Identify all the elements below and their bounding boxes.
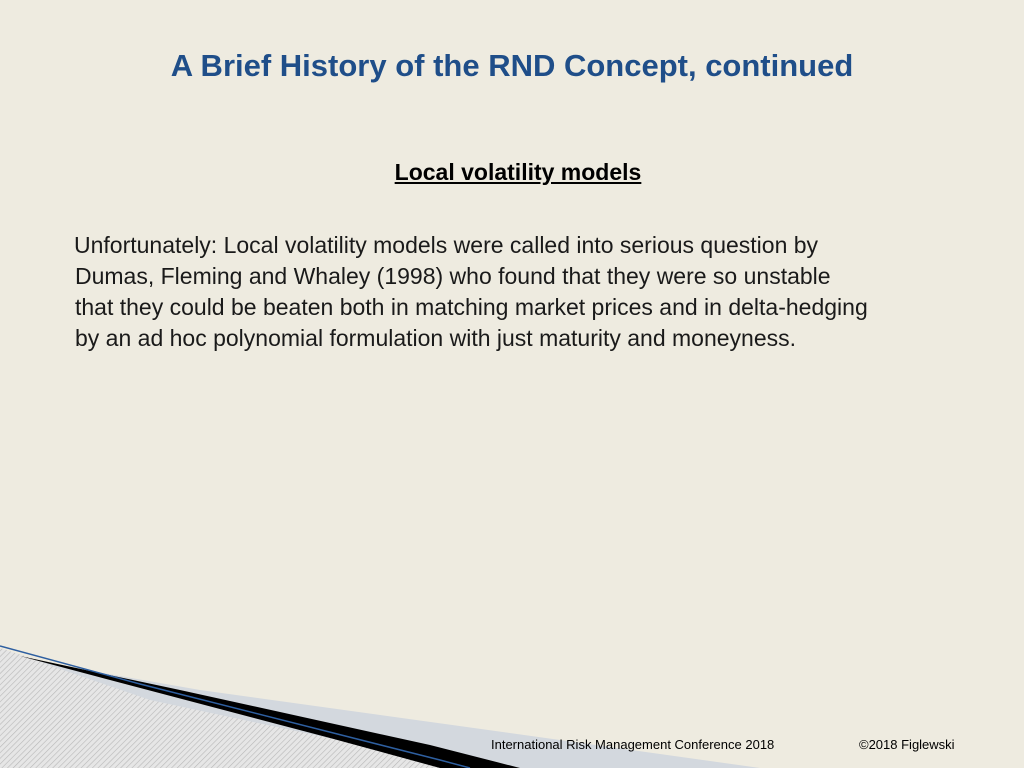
body-line: Dumas, Fleming and Whaley (1998) who found that they were so unstable — [75, 263, 831, 289]
slide-subtitle: Local volatility models — [394, 159, 642, 185]
body-line: that they could be beaten both in matching market prices and in delta-hedging — [75, 294, 868, 320]
slide-title: A Brief History of the RND Concept, continued — [170, 48, 854, 83]
footer-copyright: ©2018 Figlewski — [859, 737, 955, 752]
body-line: Unfortunately: Local volatility models were called into serious question by — [74, 232, 819, 258]
body-paragraph — [75, 230, 975, 354]
body-line: by an ad hoc polynomial formulation with just maturity and moneyness. — [75, 325, 797, 351]
footer-conference: International Risk Management Conference 2018 — [491, 737, 775, 752]
